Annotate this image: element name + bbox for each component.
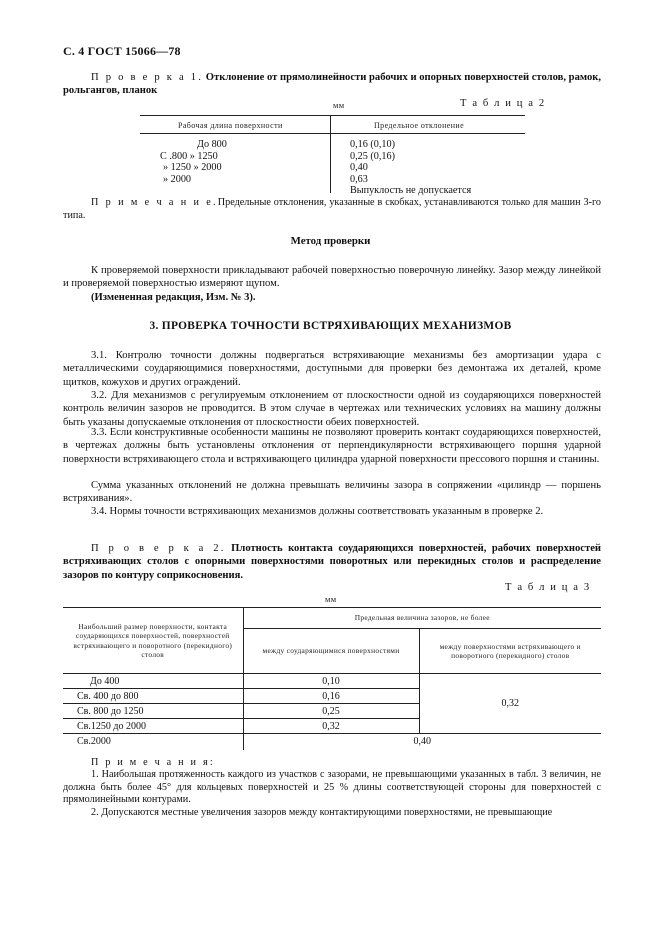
table2-label: Т а б л и ц а 2	[460, 98, 546, 109]
section3-p4: Сумма указанных отклонений не должна превышать величины зазора в сопряжении «цилиндр — поршень встряхивания».	[63, 480, 601, 505]
table3-sub1-header: между соударяющимися поверхностями	[243, 629, 419, 674]
table2-deviation: 0,40	[350, 162, 368, 174]
table2-length: » 2000	[163, 173, 192, 185]
check1-label: П р о в е р к а 1.	[91, 72, 204, 83]
table3-gap-cell: 0,32	[243, 719, 419, 734]
table3-size-cell: Св.1250 до 2000	[63, 719, 243, 734]
table2-divider	[330, 115, 331, 193]
check1-note-text: Предельные отклонения, указанные в скобках, устанавливаются только для машин 3-го типа.	[63, 197, 601, 222]
table3	[63, 607, 601, 750]
table3-group-header: Предельная величина зазоров, не более	[243, 608, 601, 629]
check2-notes-label: П р и м е ч а н и я:	[91, 757, 215, 768]
method-heading: Метод проверки	[290, 235, 371, 247]
check2-title: Плотность контакта соударяющихся поверхностей, рабочих поверхностей встряхивающих столов с опорными поверхностями поворотных или перекидных столов и распределение зазоров по контуру соприкосновения.	[63, 543, 602, 581]
table2-deviation: 0,16 (0,10)	[350, 139, 395, 150]
method-revision: (Измененная редакция, Изм. № 3).	[91, 292, 256, 303]
table3-gap-cell: 0,25	[243, 704, 419, 719]
check2-note2: 2. Допускаются местные увеличения зазоров между контактирующими поверхностями, не превышающие	[91, 807, 553, 818]
table3-col1-header: Наибольший размер поверхности, контакта соударяющихся поверхностей, поверхностей встряхивающего и поворотного (перекидного) столов	[63, 608, 243, 674]
table3-unit: мм	[325, 594, 337, 604]
table2-top-rule	[140, 115, 525, 116]
table3-gap-cell: 0,10	[243, 674, 419, 689]
table3-size-cell: Св. 400 до 800	[63, 689, 243, 704]
page-header: С. 4 ГОСТ 15066—78	[63, 44, 181, 58]
table2-length: » 1250 » 2000	[163, 162, 222, 174]
table3-gap-cell: 0,40	[243, 734, 601, 750]
section3-p5: 3.4. Нормы точности встряхивающих механизмов должны соответствовать указанным в проверке 2.	[91, 506, 544, 517]
table3-merged-cell: 0,32	[419, 674, 601, 734]
table3-gap-cell: 0,16	[243, 689, 419, 704]
check1-note-label: П р и м е ч а н и е.	[91, 197, 218, 208]
table3-sub2-header: между поверхностями встряхивающего и поворотного (перекидного) столов	[419, 629, 601, 674]
method-text: К проверяемой поверхности прикладывают рабочей поверхностью поверочную линейку. Зазор между линейкой и проверяемой поверхностью измеряют щупом.	[63, 265, 601, 290]
check1-title: Отклонение от прямолинейности рабочих и опорных поверхностей столов, рамок, рольгангов, планок	[63, 72, 602, 97]
check2-heading	[63, 542, 601, 582]
table2-length: С .800 » 1250	[160, 150, 218, 162]
table3-label: Т а б л и ц а 3	[505, 582, 591, 593]
table3-size-cell: Св.2000	[63, 734, 243, 750]
section3-heading: 3. ПРОВЕРКА ТОЧНОСТИ ВСТРЯХИВАЮЩИХ МЕХАНИЗМОВ	[149, 320, 512, 332]
table2-col1-header: Рабочая длина поверхности	[178, 121, 283, 130]
table3-size-cell: Св. 800 до 1250	[63, 704, 243, 719]
check1-heading	[63, 71, 601, 98]
table2-length: До 800	[197, 139, 227, 150]
section3-p3: 3.3. Если конструктивные особенности машины не позволяют проверить контакт соударяющихся поверхностей, в чертежах должны быть установлены отклонения от перпендикулярности встряхивающего поршня ударной поверхности встряхивающего стола и встряхивающего цилиндра ударной поверхности прессового поршня и станины.	[63, 427, 601, 465]
table2-header-rule	[140, 133, 525, 134]
table2-deviation: 0,25 (0,16)	[350, 150, 395, 162]
table2-deviation: Выпуклость не допускается	[350, 185, 472, 197]
table3-size-cell: До 400	[63, 674, 243, 689]
table2-col2-header: Предельное отклонение	[374, 121, 465, 130]
table2-deviation: 0,63	[350, 173, 368, 185]
check1-note	[63, 196, 601, 223]
table2-lengths	[160, 139, 227, 185]
table2-deviations	[350, 139, 471, 197]
section3-p2: 3.2. Для механизмов с регулируемым отклонением от плоскостности одной из соударяющихся поверхностей контроль величин зазоров не проводится. В этом случае в чертежах или технических условиях на машину должны быть указаны допускаемые отклонения от плоскостности обеих поверхностей.	[63, 390, 601, 428]
table2-unit: мм	[333, 100, 345, 110]
section3-p1: 3.1. Контролю точности должны подвергаться встряхивающие механизмы без амортизации удара с металлическими соударяющимися поверхностями, доступными для проверки без демонтажа их деталей, кроме щитков, кожухов и других ограждений.	[63, 350, 601, 388]
check2-label: П р о в е р к а 2.	[91, 543, 226, 554]
check2-note1: 1. Наибольшая протяженность каждого из участков с зазорами, не превышающими указанных в табл. 3 величин, не должна быть более 45° для кольцевых поверхностей и 25 % длины соответствующей стороны для поверхностей с прямолинейными контурами.	[63, 769, 601, 806]
